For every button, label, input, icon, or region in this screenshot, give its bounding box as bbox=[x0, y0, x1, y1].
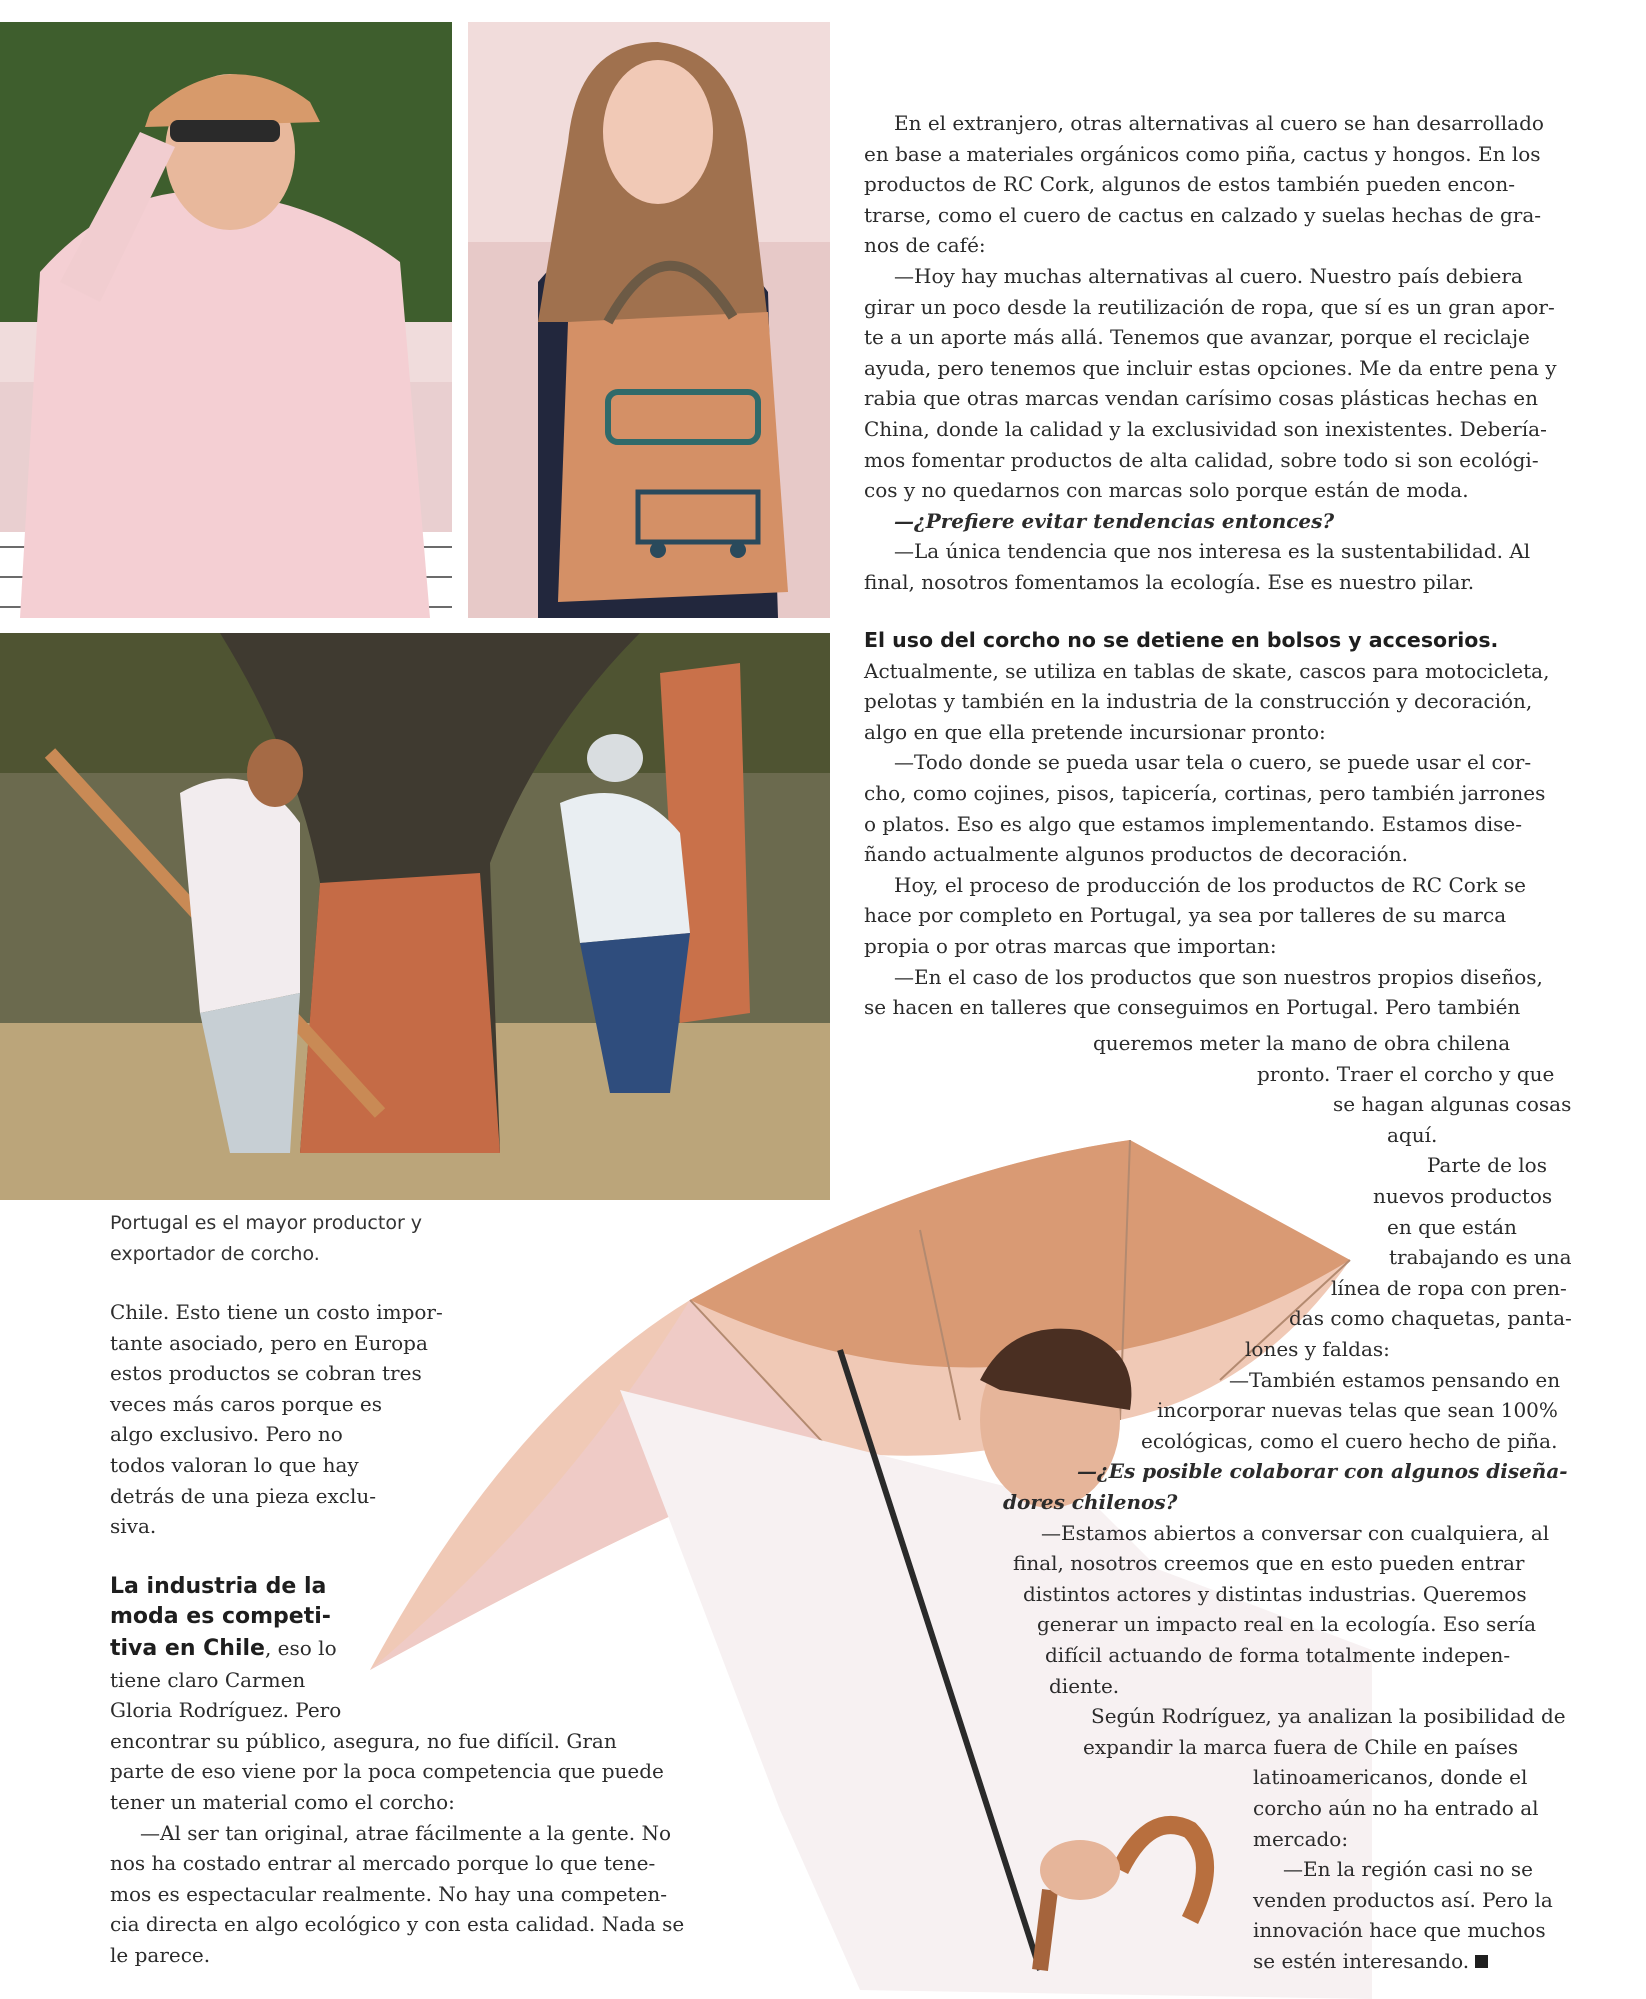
quote-line: nos ha costado entrar al mercado porque lo que tene- bbox=[110, 1851, 656, 1876]
paragraph-line: en base a materiales orgánicos como piña, cactus y hongos. En los bbox=[864, 141, 1541, 166]
wrap-line: Según Rodríguez, ya analizan la posibilidad de bbox=[1091, 1704, 1566, 1729]
quote-line: girar un poco desde la reutilización de ropa, que sí es un gran apor- bbox=[864, 294, 1555, 319]
wrap-line: corcho aún no ha entrado al bbox=[1253, 1796, 1539, 1820]
wrap-line: nuevos productos bbox=[1373, 1184, 1553, 1208]
article-right-mid bbox=[864, 625, 1549, 1023]
quote-line: cia directa en algo ecológico y con esta calidad. Nada se bbox=[110, 1912, 685, 1937]
article-left bbox=[110, 1297, 684, 1970]
paragraph-line: tener un material como el corcho: bbox=[110, 1789, 455, 1814]
paragraph-line: Hoy, el proceso de producción de los productos de RC Cork se bbox=[894, 872, 1526, 897]
paragraph-line: detrás de una pieza exclu- bbox=[110, 1483, 377, 1508]
woman-with-cork-bag-photo bbox=[468, 22, 830, 618]
wrap-line: se hagan algunas cosas bbox=[1333, 1092, 1572, 1117]
wrap-line: incorporar nuevas telas que sean 100% bbox=[1157, 1398, 1558, 1423]
paragraph-line: productos de RC Cork, algunos de estos también pueden encon- bbox=[864, 172, 1515, 197]
paragraph-line: Chile. Esto tiene un costo impor- bbox=[110, 1300, 443, 1324]
wrap-line: das como chaquetas, panta- bbox=[1289, 1306, 1572, 1331]
paragraph-line: trarse, como el cuero de cactus en calzado y suelas hechas de gra- bbox=[864, 202, 1542, 227]
quote-line: cho, como cojines, pisos, tapicería, cortinas, pero también jarrones bbox=[864, 780, 1546, 805]
paragraph-line: tiene claro Carmen bbox=[110, 1667, 306, 1692]
wrap-line: generar un impacto real en la ecología. Eso sería bbox=[1037, 1612, 1537, 1637]
wrap-line: queremos meter la mano de obra chilena bbox=[1093, 1031, 1511, 1055]
quote-line: o platos. Eso es algo que estamos implementando. Estamos dise- bbox=[864, 811, 1523, 836]
end-of-article-mark bbox=[1475, 1955, 1488, 1968]
wrap-line: innovación hace que muchos bbox=[1253, 1918, 1546, 1943]
wrap-line: línea de ropa con pren- bbox=[1331, 1275, 1567, 1300]
quote-line: le parece. bbox=[110, 1942, 211, 1967]
photo-caption bbox=[110, 1208, 422, 1270]
wrap-line: distintos actores y distintas industrias. Queremos bbox=[1023, 1581, 1527, 1606]
paragraph-line: pelotas y también en la industria de la construcción y decoración, bbox=[864, 689, 1533, 714]
section-heading: El uso del corcho no se detiene en bolsos y accesorios. bbox=[864, 628, 1499, 652]
quote-line: —La única tendencia que nos interesa es la sustentabilidad. Al bbox=[894, 539, 1531, 564]
wrap-line: trabajando es una bbox=[1389, 1245, 1572, 1270]
wrap-line: latinoamericanos, donde el bbox=[1253, 1765, 1528, 1790]
quote-line: China, donde la calidad y la exclusividad son inexistentes. Debería- bbox=[864, 416, 1547, 441]
paragraph-line: veces más caros porque es bbox=[110, 1391, 383, 1416]
wrap-line: mercado: bbox=[1253, 1826, 1349, 1851]
article-right-top bbox=[864, 108, 1557, 598]
wrap-line: —Estamos abiertos a conversar con cualquiera, al bbox=[1041, 1520, 1550, 1545]
paragraph-line: siva. bbox=[110, 1514, 157, 1539]
wrap-line: Parte de los bbox=[1427, 1153, 1547, 1178]
caption-line: Portugal es el mayor productor y bbox=[110, 1212, 423, 1234]
man-in-cork-cap-photo bbox=[0, 22, 452, 618]
quote-line: mos es espectacular realmente. No hay una competen- bbox=[110, 1881, 668, 1906]
wrap-line: aquí. bbox=[1387, 1122, 1438, 1147]
paragraph-line: Actualmente, se utiliza en tablas de skate, cascos para motocicleta, bbox=[864, 658, 1550, 683]
interview-question: —¿Prefiere evitar tendencias entonces? bbox=[894, 508, 1335, 533]
caption-line: exportador de corcho. bbox=[110, 1243, 320, 1265]
wrap-line: —En la región casi no se bbox=[1283, 1857, 1533, 1882]
wrap-line: en que están bbox=[1387, 1214, 1517, 1239]
quote-line: ayuda, pero tenemos que incluir estas opciones. Me da entre pena y bbox=[864, 355, 1557, 380]
quote-line: —Todo donde se pueda usar tela o cuero, se puede usar el cor- bbox=[894, 750, 1532, 775]
quote-line: final, nosotros fomentamos la ecología. Ese es nuestro pilar. bbox=[864, 569, 1475, 594]
paragraph-line: estos productos se cobran tres bbox=[110, 1361, 422, 1386]
wrap-line: ecológicas, como el cuero hecho de piña. bbox=[1141, 1428, 1558, 1453]
quote-line: —Hoy hay muchas alternativas al cuero. Nuestro país debiera bbox=[894, 263, 1523, 288]
paragraph-line: Gloria Rodríguez. Pero bbox=[110, 1698, 342, 1723]
paragraph-line: tante asociado, pero en Europa bbox=[110, 1330, 428, 1355]
section-heading: La industria de la bbox=[110, 1573, 327, 1599]
wrap-line: —También estamos pensando en bbox=[1229, 1367, 1561, 1392]
interview-question: —¿Es posible colaborar con algunos diseña- bbox=[1077, 1459, 1568, 1484]
quote-line: —Al ser tan original, atrae fácilmente a la gente. No bbox=[140, 1820, 672, 1845]
quote-line: te a un aporte más allá. Tenemos que avanzar, porque el reciclaje bbox=[864, 325, 1530, 350]
quote-line: se hacen en talleres que conseguimos en Portugal. Pero también bbox=[864, 995, 1521, 1020]
wrap-line: final, nosotros creemos que en esto pueden entrar bbox=[1013, 1551, 1525, 1576]
wrap-line: expandir la marca fuera de Chile en países bbox=[1083, 1734, 1519, 1759]
wrap-line: difícil actuando de forma totalmente indepen- bbox=[1045, 1643, 1511, 1667]
paragraph-line: algo exclusivo. Pero no bbox=[110, 1422, 343, 1447]
quote-line: mos fomentar productos de alta calidad, sobre todo si son ecológi- bbox=[864, 447, 1539, 472]
paragraph-line: todos valoran lo que hay bbox=[110, 1452, 359, 1477]
wrap-line: diente. bbox=[1049, 1673, 1120, 1698]
paragraph-line: En el extranjero, otras alternativas al cuero se han desarrollado bbox=[894, 111, 1544, 135]
wrap-line: lones y faldas: bbox=[1245, 1337, 1390, 1361]
wrap-line: venden productos así. Pero la bbox=[1253, 1887, 1553, 1912]
paragraph-line: parte de eso viene por la poca competencia que puede bbox=[110, 1759, 664, 1784]
paragraph-line: hace por completo en Portugal, ya sea por talleres de su marca bbox=[864, 903, 1507, 928]
wrap-line: se estén interesando. bbox=[1253, 1946, 1488, 1977]
section-heading-line: tiva en Chile, eso lo bbox=[110, 1635, 337, 1661]
quote-line: —En el caso de los productos que son nuestros propios diseños, bbox=[894, 964, 1543, 989]
paragraph-line: propia o por otras marcas que importan: bbox=[864, 933, 1277, 958]
quote-line: rabia que otras marcas vendan carísimo cosas plásticas hechas en bbox=[864, 386, 1538, 411]
interview-question: dores chilenos? bbox=[1003, 1490, 1178, 1514]
wrap-line: pronto. Traer el corcho y que bbox=[1257, 1061, 1555, 1086]
quote-line: cos y no quedarnos con marcas solo porque están de moda. bbox=[864, 478, 1469, 503]
paragraph-line: encontrar su público, asegura, no fue difícil. Gran bbox=[110, 1728, 617, 1753]
section-heading: moda es competi- bbox=[110, 1604, 331, 1630]
paragraph-line: algo en que ella pretende incursionar pronto: bbox=[864, 719, 1326, 744]
paragraph-line: nos de café: bbox=[864, 233, 986, 258]
quote-line: ñando actualmente algunos productos de decoración. bbox=[864, 842, 1408, 867]
